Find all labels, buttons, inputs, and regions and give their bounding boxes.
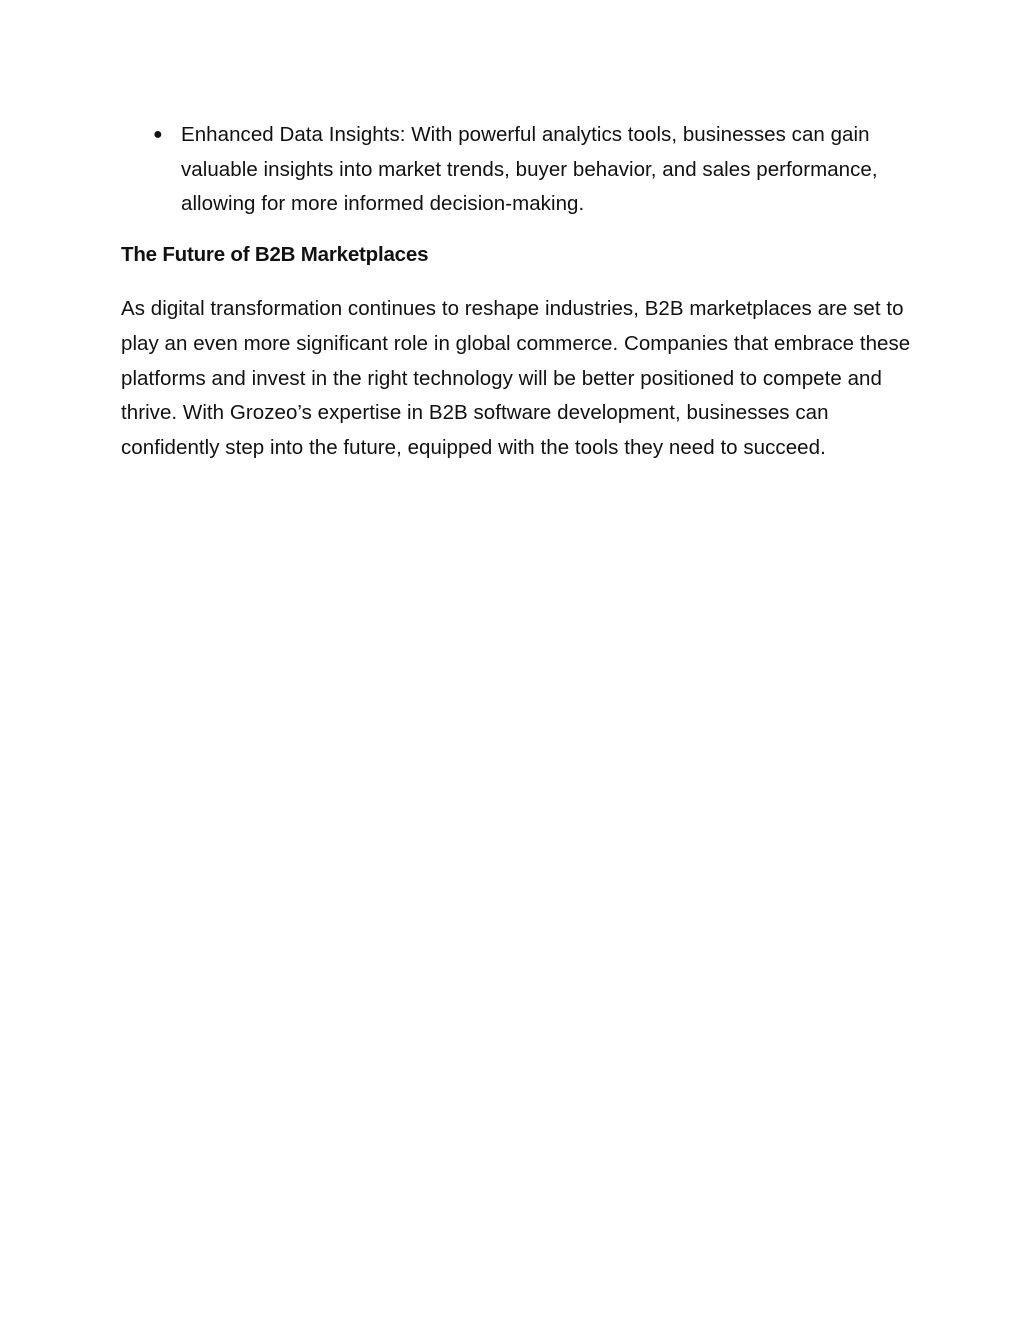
- bullet-icon: ●: [153, 126, 163, 143]
- bullet-text: Enhanced Data Insights: With powerful analytics tools, businesses can gain valuable insights into market trends, buyer behavior, and sales performance, allowing for more informed decision-making.: [181, 123, 878, 216]
- section-heading: The Future of B2B Marketplaces: [121, 242, 429, 266]
- list-item: [121, 118, 911, 222]
- document-body: [121, 118, 911, 465]
- body-paragraph: As digital transformation continues to reshape industries, B2B marketplaces are set to play an even more significant role in global commerce. Companies that embrace these platforms and invest in the right technology will be better positioned to compete and thrive. With Grozeo’s expertise in B2B software development, businesses can confidently step into the future, equipped with the tools they need to succeed.: [121, 297, 911, 459]
- bullet-list: [121, 118, 911, 222]
